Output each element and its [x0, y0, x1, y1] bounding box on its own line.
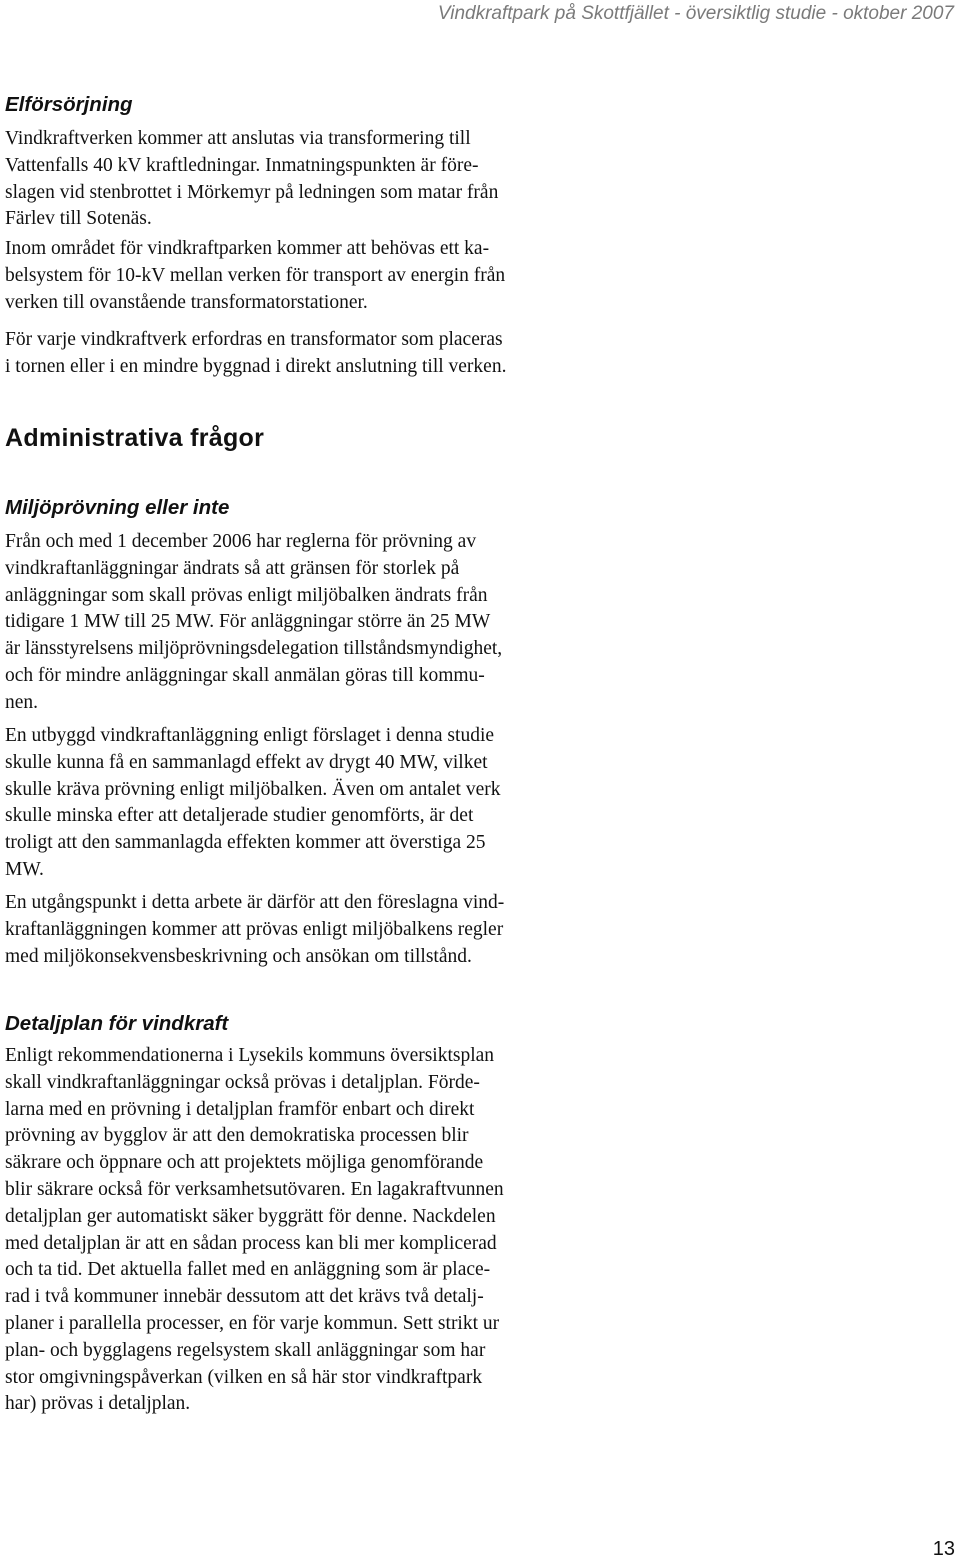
- text-line: i tornen eller i en mindre byggnad i direkt anslutning till verken.: [5, 355, 507, 377]
- text-line: För varje vindkraftverk erfordras en transformator som placeras: [5, 329, 503, 350]
- text-line: med detaljplan är att en sådan process kan bli mer komplicerad: [5, 1232, 497, 1254]
- text-line: Vindkraftverken kommer att anslutas via transformering till: [5, 128, 471, 149]
- paragraph: [5, 126, 498, 233]
- heading-administrativa-fragor: Administrativa frågor: [5, 424, 265, 452]
- text-line: troligt att den sammanlagda effekten kommer att överstiga 25: [5, 832, 486, 854]
- text-line: belsystem för 10-kV mellan verken för transport av energin från: [5, 264, 506, 286]
- text-line: larna med en prövning i detaljplan framför enbart och direkt: [5, 1098, 475, 1120]
- text-line: plan- och bygglagens regelsystem skall anläggningar som har: [5, 1339, 486, 1361]
- text-line: skulle kunna få en sammanlagd effekt av drygt 40 MW, vilket: [5, 751, 488, 773]
- heading-elforsorjning: Elförsörjning: [5, 93, 133, 116]
- paragraph: [5, 1043, 504, 1418]
- paragraph: [5, 327, 506, 381]
- text-line: Vattenfalls 40 kV kraftledningar. Inmatningspunkten är före-: [5, 154, 479, 176]
- text-line: Färlev till Sotenäs.: [5, 208, 152, 230]
- paragraph: [5, 236, 505, 316]
- text-line: detaljplan ger automatiskt säker byggrätt för denne. Nackdelen: [5, 1205, 496, 1227]
- page-number: 13: [932, 1538, 955, 1560]
- text-line: med miljökonsekvensbeskrivning och ansökan om tillstånd.: [5, 945, 472, 967]
- text-line: slagen vid stenbrottet i Mörkemyr på ledningen som matar från: [5, 181, 499, 203]
- text-line: rad i två kommuner innebär dessutom att det krävs två detalj-: [5, 1286, 484, 1308]
- text-line: skulle minska efter att detaljerade studier genomförts, är det: [5, 805, 474, 827]
- text-line: har) prövas i detaljplan.: [5, 1393, 191, 1415]
- text-line: kraftanläggningen kommer att prövas enligt miljöbalkens regler: [5, 918, 504, 940]
- heading-miljoprovning: Miljöprövning eller inte: [5, 496, 230, 519]
- text-line: nen.: [5, 691, 39, 713]
- running-header: Vindkraftpark på Skottfjället - översiktlig studie - oktober 2007: [437, 3, 954, 24]
- text-line: stor omgivningspåverkan (vilken en så här stor vindkraftpark: [5, 1366, 483, 1388]
- text-line: planer i parallella processer, en för varje kommun. Sett strikt ur: [5, 1312, 500, 1334]
- text-line: Enligt rekommendationerna i Lysekils kommuns översiktsplan: [5, 1045, 495, 1066]
- text-line: vindkraftanläggningar ändrats så att gränsen för storlek på: [5, 557, 460, 579]
- text-line: och ta tid. Det aktuella fallet med en anläggning som är place-: [5, 1259, 491, 1281]
- paragraph: [5, 890, 504, 970]
- text-line: anläggningar som skall prövas enligt miljöbalken ändrats från: [5, 584, 488, 606]
- text-line: verken till ovanstående transformatorstationer.: [5, 291, 368, 313]
- paragraph: [5, 723, 501, 884]
- text-line: blir säkrare också för verksamhetsutövaren. En lagakraftvunnen: [5, 1178, 504, 1200]
- text-line: Inom området för vindkraftparken kommer att behövas ett ka-: [5, 238, 490, 259]
- text-line: prövning av bygglov är att den demokratiska processen blir: [5, 1125, 469, 1147]
- text-line: är länsstyrelsens miljöprövningsdelegation tillståndsmyndighet,: [5, 638, 503, 660]
- text-line: MW.: [5, 858, 44, 880]
- text-line: skulle kräva prövning enligt miljöbalken. Även om antalet verk: [5, 778, 501, 800]
- text-line: En utgångspunkt i detta arbete är därför att den föreslagna vind-: [5, 892, 505, 913]
- paragraph: [5, 529, 502, 717]
- text-line: En utbyggd vindkraftanläggning enligt förslaget i denna studie: [5, 725, 495, 746]
- text-line: Från och med 1 december 2006 har reglerna för prövning av: [5, 531, 477, 552]
- text-line: tidigare 1 MW till 25 MW. För anläggningar större än 25 MW: [5, 611, 491, 633]
- heading-detaljplan: Detaljplan för vindkraft: [5, 1012, 229, 1035]
- text-line: skall vindkraftanläggningar också prövas i detaljplan. Förde-: [5, 1071, 480, 1093]
- text-line: och för mindre anläggningar skall anmälan göras till kommu-: [5, 664, 485, 686]
- text-line: säkrare och öppnare och att projektets möjliga genomförande: [5, 1152, 484, 1174]
